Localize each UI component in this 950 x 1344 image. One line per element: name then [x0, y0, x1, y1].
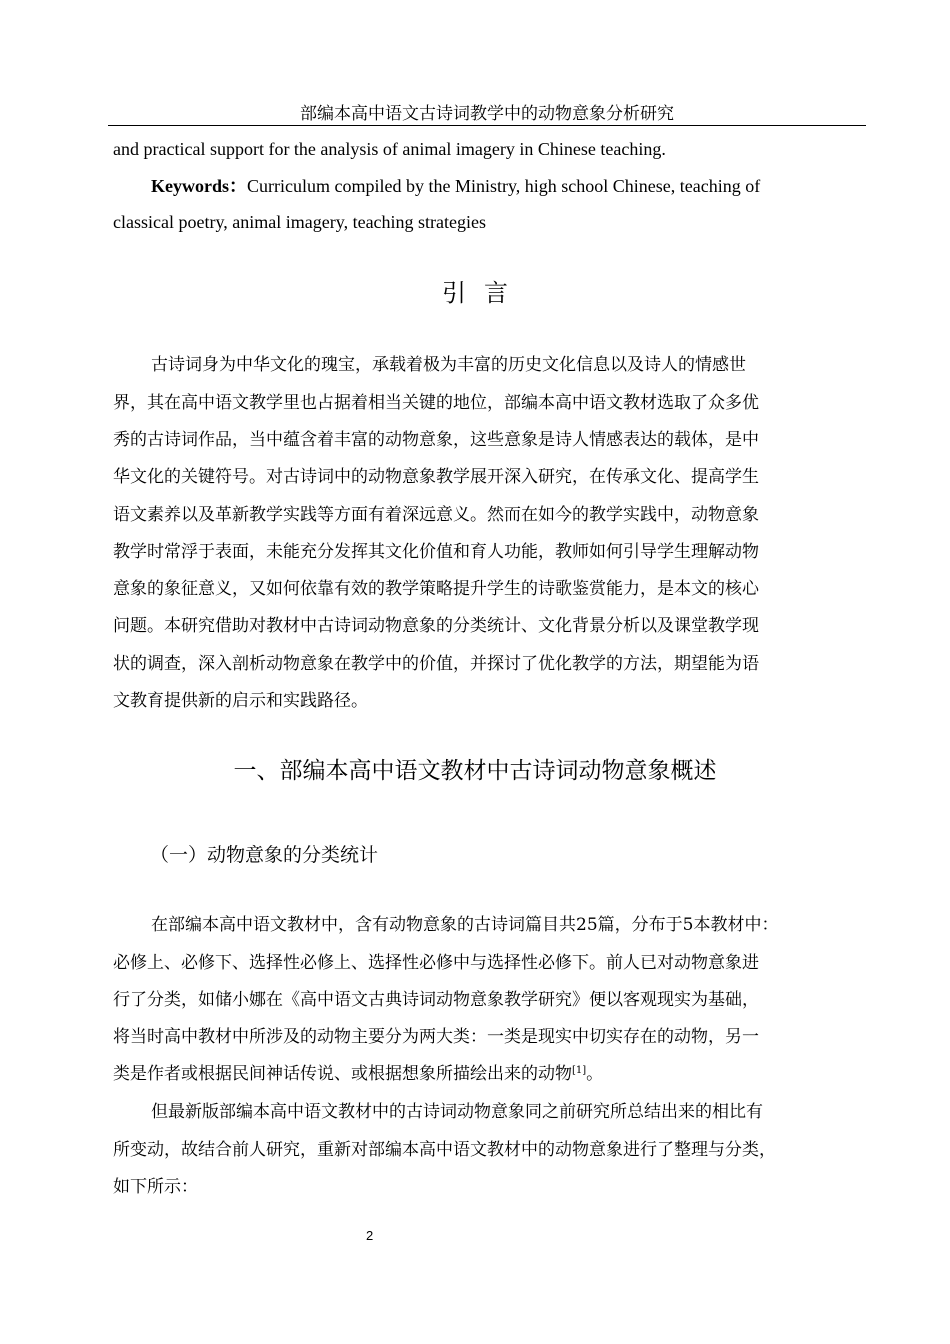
- intro-line: 秀的古诗词作品，当中蕴含着丰富的动物意象，这些意象是诗人情感表达的载体，是中: [113, 430, 759, 450]
- section-heading: 一、部编本高中语文教材中古诗词动物意象概述: [233, 758, 717, 784]
- keywords-label: Keywords：: [151, 176, 247, 196]
- intro-line: 状的调查，深入剖析动物意象在教学中的价值，并探讨了优化教学的方法，期望能为语: [113, 654, 759, 674]
- intro-line: 文教育提供新的启示和实践路径。: [113, 691, 368, 711]
- subsection-heading: （一）动物意象的分类统计: [150, 844, 379, 866]
- intro-line: 意象的象征意义，又如何依靠有效的教学策略提升学生的诗歌鉴赏能力，是本文的核心: [113, 579, 759, 599]
- running-header: 部编本高中语文古诗词教学中的动物意象分析研究: [300, 104, 674, 124]
- keywords-text: Curriculum compiled by the Ministry, high school Chinese, teaching of: [247, 176, 761, 196]
- body-line: 行了分类，如储小娜在《高中语文古典诗词动物意象教学研究》便以客观现实为基础，: [113, 990, 759, 1010]
- body-text: 类是作者或根据民间神话传说、或根据想象所描绘出来的动物: [113, 1064, 572, 1084]
- body-line: 所变动，故结合前人研究，重新对部编本高中语文教材中的动物意象进行了整理与分类，: [113, 1140, 776, 1160]
- abstract-en-line: and practical support for the analysis of animal imagery in Chinese teaching.: [113, 139, 666, 159]
- intro-title: 引言: [442, 279, 526, 307]
- intro-line: 华文化的关键符号。对古诗词中的动物意象教学展开深入研究，在传承文化、提高学生: [113, 467, 759, 487]
- keywords-line: [151, 174, 760, 198]
- body-line: 但最新版部编本高中语文教材中的古诗词动物意象同之前研究所总结出来的相比有: [151, 1102, 763, 1122]
- intro-line: 问题。本研究借助对教材中古诗词动物意象的分类统计、文化背景分析以及课堂教学现: [113, 616, 759, 636]
- header-rule: [108, 125, 866, 126]
- body-line: 必修上、必修下、选择性必修上、选择性必修中与选择性必修下。前人已对动物意象进: [113, 953, 759, 973]
- body-line: 在部编本高中语文教材中，含有动物意象的古诗词篇目共25篇，分布于5本教材中：: [151, 915, 779, 935]
- page-number: 2: [366, 1228, 374, 1243]
- body-text-end: 。: [586, 1064, 604, 1084]
- intro-line: 语文素养以及革新教学实践等方面有着深远意义。然而在如今的教学实践中，动物意象: [113, 505, 759, 525]
- citation-ref[interactable]: [1]: [572, 1065, 587, 1076]
- intro-line: 教学时常浮于表面，未能充分发挥其文化价值和育人功能，教师如何引导学生理解动物: [113, 542, 759, 562]
- keywords-line-2: classical poetry, animal imagery, teaching strategies: [113, 212, 487, 232]
- body-line: 如下所示：: [113, 1177, 198, 1197]
- intro-line: 古诗词身为中华文化的瑰宝，承载着极为丰富的历史文化信息以及诗人的情感世: [151, 355, 746, 375]
- body-line: 将当时高中教材中所涉及的动物主要分为两大类：一类是现实中切实存在的动物，另一: [113, 1027, 759, 1047]
- body-line: [113, 1062, 603, 1086]
- intro-line: 界，其在高中语文教学里也占据着相当关键的地位，部编本高中语文教材选取了众多优: [113, 393, 759, 413]
